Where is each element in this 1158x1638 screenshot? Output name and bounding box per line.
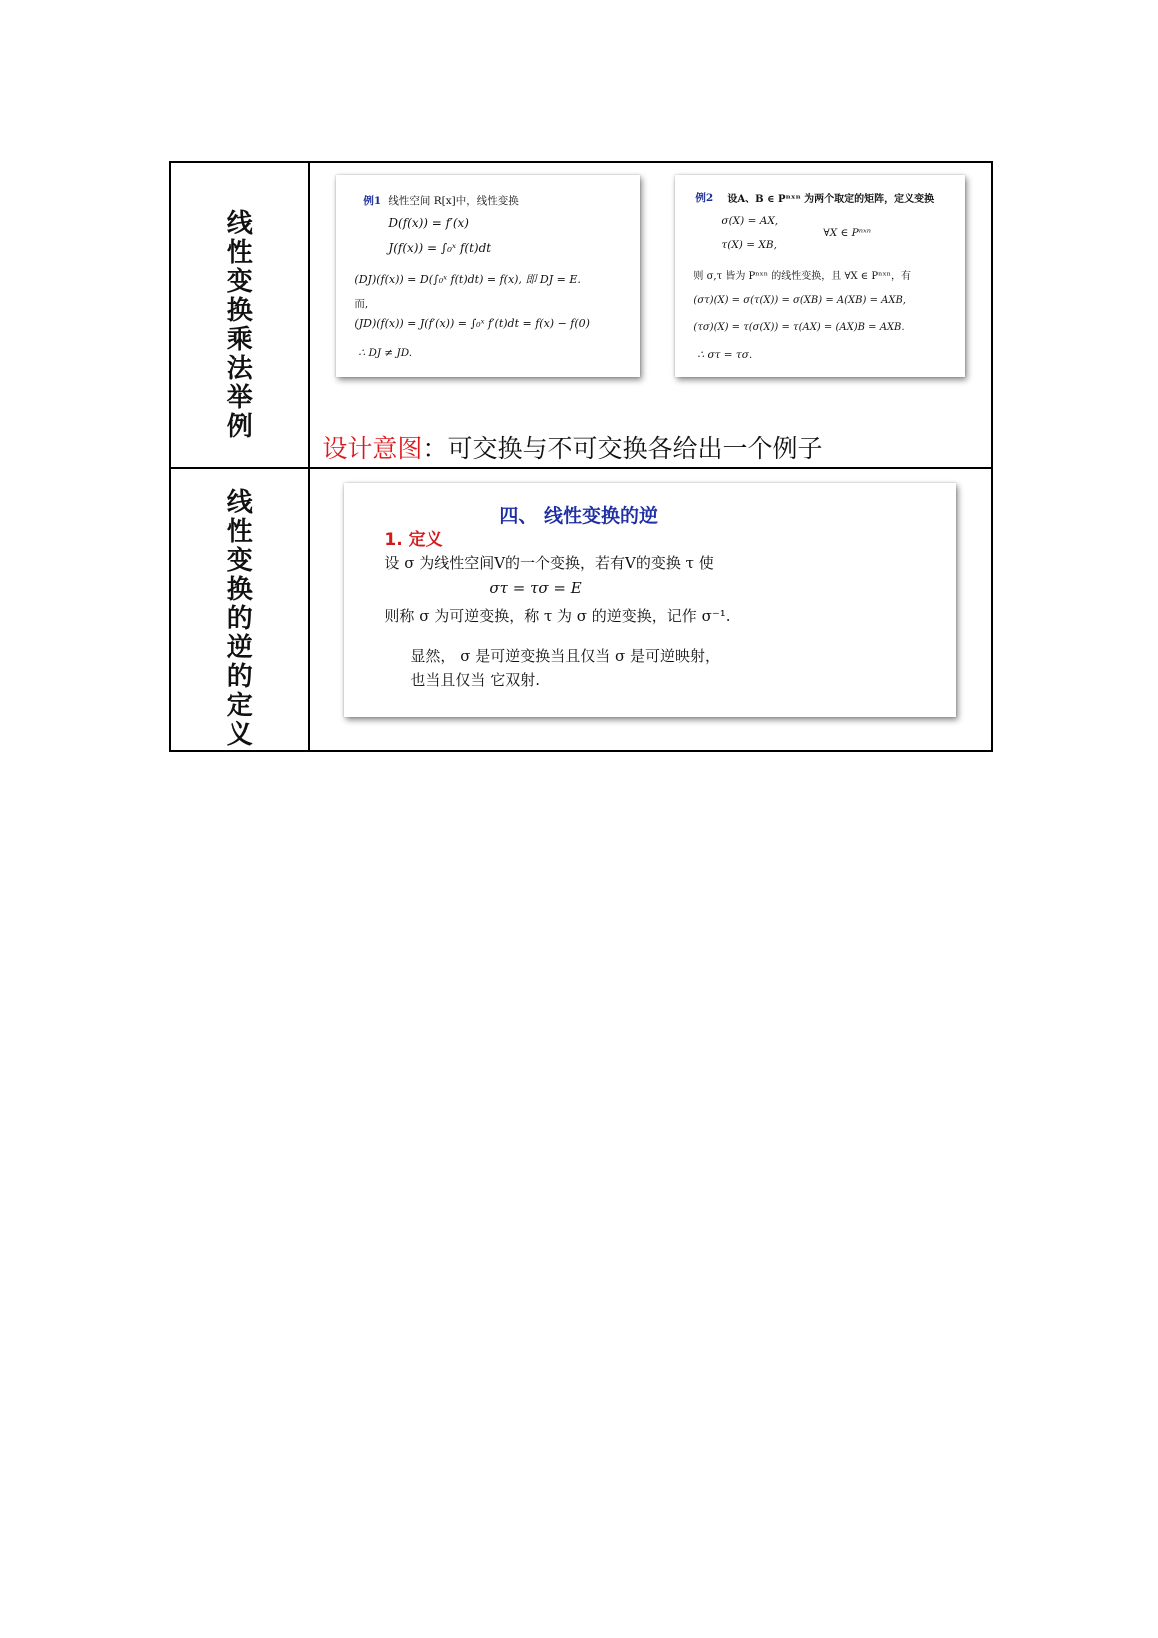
inverse-definition-slide xyxy=(344,483,956,717)
example1-eq6: ∴ DJ ≠ JD. xyxy=(358,347,413,359)
design-intent xyxy=(322,429,822,465)
design-intent-text: ：可交换与不可交换各给出一个例子 xyxy=(422,434,823,463)
example1-intro: 线性空间 R[x]中，线性变换 xyxy=(388,195,519,207)
table-row xyxy=(170,468,992,751)
definition-line-1: 设 σ 为线性空间V的一个变换，若有V的变换 τ 使 xyxy=(384,554,714,572)
row-content-cell xyxy=(309,162,992,468)
definition-line-4: 显然， σ 是可逆变换当且仅当 σ 是可逆映射， xyxy=(410,647,720,665)
row-label-cell xyxy=(170,468,309,751)
example2-heading: 例2 xyxy=(695,192,714,204)
example1-heading: 例1 xyxy=(363,195,382,207)
definition-line-3: 则称 σ 为可逆变换，称 τ 为 σ 的逆变换，记作 σ⁻¹. xyxy=(384,607,731,625)
example1-eq1: D(f(x)) = f′(x) xyxy=(388,216,469,230)
row-label-cell xyxy=(170,162,309,468)
definition-line-5: 也当且仅当 它双射. xyxy=(410,671,540,689)
example2-eq1: σ(X) = AX, xyxy=(721,215,779,227)
example2-eq5: (τσ)(X) = τ(σ(X)) = τ(AX) = (AX)B = AXB. xyxy=(693,322,905,333)
example1-eq3: (DJ)(f(x)) = D(∫₀ˣ f(t)dt) = f(x), 即 DJ = E. xyxy=(354,273,581,286)
definition-line-2: στ = τσ = E xyxy=(489,579,582,597)
example1-slide xyxy=(336,175,640,377)
example2-slide xyxy=(675,175,965,377)
example2-eq3: 则 σ,τ 皆为 Pⁿˣⁿ 的线性变换，且 ∀X ∈ Pⁿˣⁿ，有 xyxy=(693,271,912,282)
example1-eq5: (JD)(f(x)) = J(f′(x)) = ∫₀ˣ f′(t)dt = f(x) − f(0) xyxy=(354,317,590,330)
example2-eq-right: ∀X ∈ Pⁿˣⁿ xyxy=(823,227,871,239)
row-label-inverse-definition: 线 性 变 换 的 逆 的 定 义 xyxy=(226,488,253,750)
table-row xyxy=(170,162,992,468)
slide-title: 四、 线性变换的逆 xyxy=(499,505,659,527)
example2-eq6: ∴ στ = τσ. xyxy=(697,349,753,361)
example1-eq2: J(f(x)) = ∫₀ˣ f(t)dt xyxy=(388,241,492,255)
example2-intro: 设A、B ∈ Pⁿˣⁿ 为两个取定的矩阵，定义变换 xyxy=(727,194,935,205)
row-content-cell xyxy=(309,468,992,751)
lesson-table xyxy=(169,161,993,752)
design-intent-label: 设计意图 xyxy=(322,434,423,463)
slide-subtitle: 1. 定义 xyxy=(384,530,443,550)
example1-eq4: 而, xyxy=(354,298,369,310)
row-label-multiplication-examples: 线 性 变 换 乘 法 举 例 xyxy=(226,209,253,442)
example2-eq4: (στ)(X) = σ(τ(X)) = σ(XB) = A(XB) = AXB, xyxy=(693,295,906,306)
example2-eq2: τ(X) = XB, xyxy=(721,239,777,251)
